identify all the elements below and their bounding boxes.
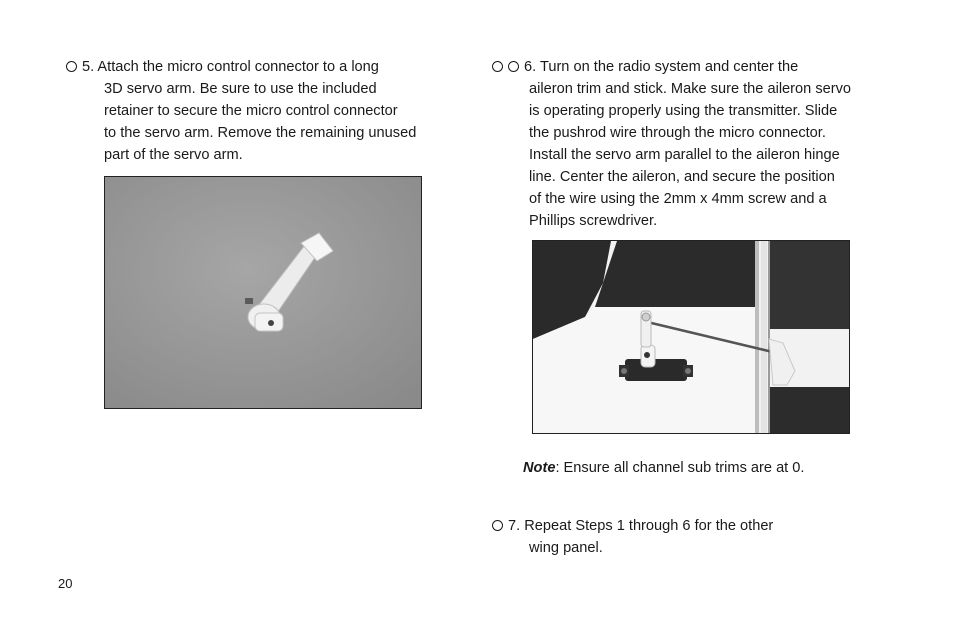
step-5-text: [66, 56, 416, 166]
step-6-text: [492, 56, 851, 232]
aileron-servo-photo: [532, 240, 850, 434]
step-5-line-4: to the servo arm. Remove the remaining unused: [104, 125, 417, 141]
step-7-line-2: wing panel.: [529, 540, 603, 556]
step-6-line-7: of the wire using the 2mm x 4mm screw and a: [529, 191, 827, 207]
checkbox-icon: [492, 61, 503, 72]
checkbox-icon: [66, 61, 77, 72]
step-5-line-5: part of the servo arm.: [104, 147, 243, 163]
checkbox-icon: [508, 61, 519, 72]
step-6-line-5: Install the servo arm parallel to the aileron hinge: [529, 147, 840, 163]
checkbox-icon: [492, 520, 503, 531]
step-5-line-1: 5. Attach the micro control connector to a long: [66, 56, 416, 78]
note: [523, 460, 804, 476]
step-6-line-2: aileron trim and stick. Make sure the aileron servo: [529, 81, 852, 97]
step-6-line-3: is operating properly using the transmitter. Slide: [529, 103, 838, 119]
note-label: Note: [523, 460, 556, 476]
page-number: 20: [58, 576, 73, 591]
note-text: : Ensure all channel sub trims are at 0.: [555, 460, 805, 476]
step-5-line-2: 3D servo arm. Be sure to use the included: [104, 81, 377, 97]
step-5-line-3: retainer to secure the micro control connector: [104, 103, 398, 119]
step-6-line-6: line. Center the aileron, and secure the position: [529, 169, 835, 185]
step-6-line-8: Phillips screwdriver.: [529, 213, 658, 229]
step-6-line-4: the pushrod wire through the micro connector.: [529, 125, 826, 141]
servo-arm-photo: [104, 176, 422, 409]
step-6-line-1: 6. Turn on the radio system and center the: [492, 56, 851, 78]
step-7-text: [492, 515, 773, 559]
step-7-line-1: 7. Repeat Steps 1 through 6 for the other: [492, 515, 773, 537]
